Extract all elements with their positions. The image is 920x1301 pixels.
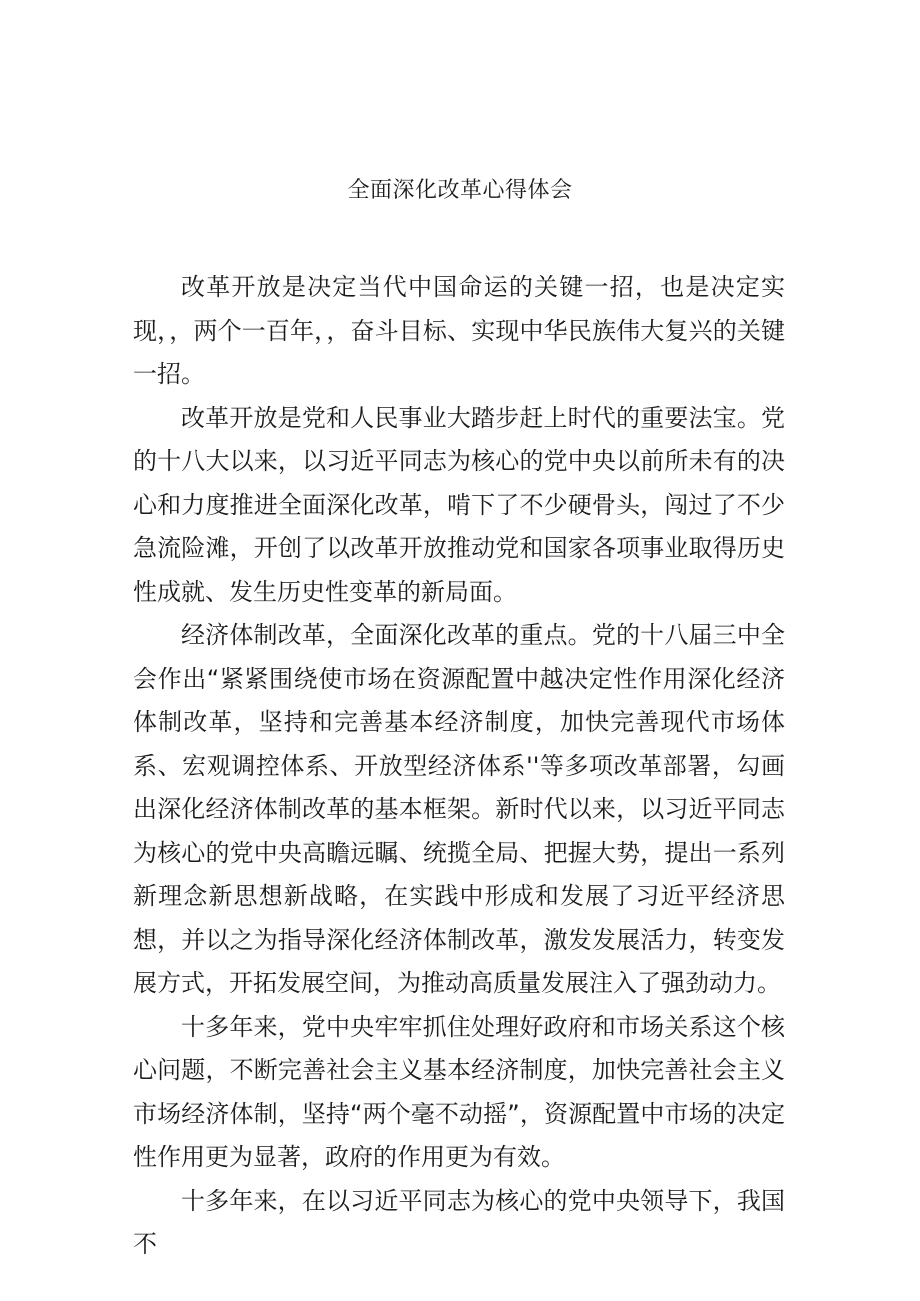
document-body <box>133 266 785 1267</box>
paragraph-1: 改革开放是决定当代中国命运的关键一招，也是决定实现，，两个一百年，，奋斗目标、实现中华民族伟大复兴的关键一招。 <box>133 273 785 388</box>
paragraph-5: 十多年来，在以习近平同志为核心的党中央领导下，我国不 <box>133 1186 785 1258</box>
document-title: 全面深化改革心得体会 <box>347 178 573 203</box>
paragraph-3: 经济体制改革，全面深化改革的重点。党的十八届三中全会作出“紧紧围绕使市场在资源配置中越决定性作用深化经济体制改革，坚持和完善基本经济制度，加快完善现代市场体系、宏观调控体系、开放型经济体系''等多项改革部署，勾画出深化经济体制改革的基本框架。新时代以来，以习近平同志为核心的党中央高瞻远瞩、统揽全局、把握大势，提出一系列新理念新思想新战略，在实践中形成和发展了习近平经济思想，并以之为指导深化经济体制改革，激发发展活力，转变发展方式，开拓发展空间，为推动高质量发展注入了强劲动力。 <box>133 621 785 997</box>
paragraph-4: 十多年来，党中央牢牢抓住处理好政府和市场关系这个核心问题，不断完善社会主义基本经济制度，加快完善社会主义市场经济体制，坚持“两个毫不动摇”，资源配置中市场的决定性作用更为显著，政府的作用更为有效。 <box>133 1012 785 1171</box>
paragraph-2: 改革开放是党和人民事业大踏步赶上时代的重要法宝。党的十八大以来，以习近平同志为核心的党中央以前所未有的决心和力度推进全面深化改革，啃下了不少硬骨头，闯过了不少急流险滩，开创了以改革开放推动党和国家各项事业取得历史性成就、发生历史性变革的新局面。 <box>133 403 785 606</box>
